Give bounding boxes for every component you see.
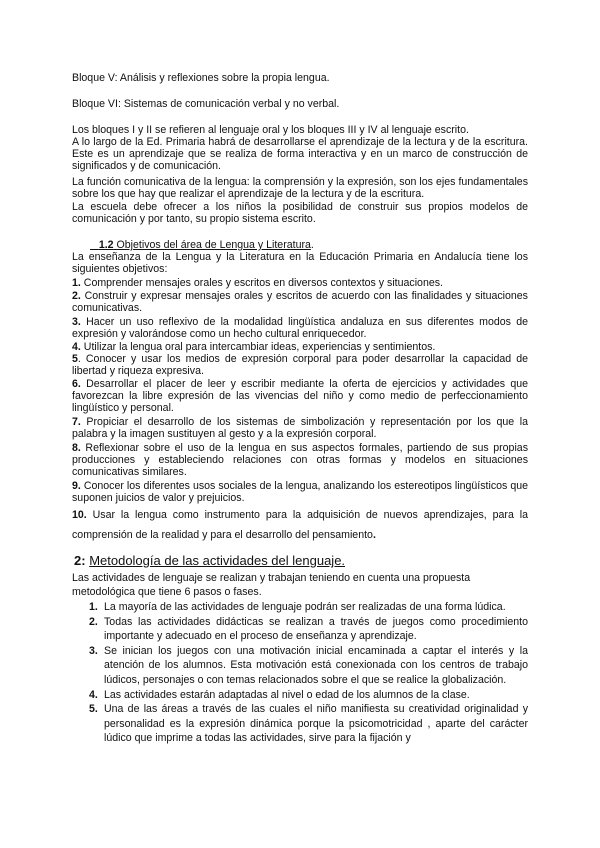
intro-paragraph-4: La escuela debe ofrecer a los niños la posibilidad de construir sus propios modelos de comunicación y por tanto, su propio sistema escrito.	[72, 201, 528, 226]
methodology-step: 4. Las actividades estarán adaptadas al nivel o edad de los alumnos de la clase.	[89, 688, 470, 701]
intro-paragraph-2: A lo largo de la Ed. Primaria habrá de desarrollarse el aprendizaje de la lectura y de la escritura. Este es un aprendizaje que se realiza de forma interactiva y en un marco de construcción de significados y de comunicación.	[72, 136, 528, 173]
methodology-step: 1. La mayoría de las actividades de lenguaje podrán ser realizadas de una forma lúdica.	[89, 601, 506, 613]
objective-item: 6. Desarrollar el placer de leer y escribir mediante la oferta de ejercicios y actividades que favorezcan la libre expresión de las vivencias del niño y como medio de perfeccionamiento lingüístico y personal.	[72, 378, 528, 415]
objective-item: 7. Propiciar el desarrollo de los sistemas de simbolización y representación por los que la palabra y la imagen sustituyen al gesto y a la expresión corporal.	[72, 416, 528, 441]
objective-item: 9. Conocer los diferentes usos sociales de la lengua, analizando los estereotipos lingüísticos que suponen juicios de valor y prejuicios.	[72, 480, 528, 505]
methodology-step: 2. Todas las actividades didácticas se realizan a través de juegos como procedimiento importante y adecuado en el proceso de enseñanza y aprendizaje.	[89, 615, 528, 643]
block-v-line: Bloque V: Análisis y reflexiones sobre la propia lengua.	[72, 72, 330, 84]
section-1-2-heading: 1.2 Objetivos del área de Lengua y Literatura.	[98, 239, 314, 251]
objective-item: 3. Hacer un uso reflexivo de la modalidad lingüística andaluza en sus diferentes modos de expresión y valorándose como un hecho cultural enriquecedor.	[72, 316, 528, 341]
section-2-intro: Las actividades de lenguaje se realizan y trabajan teniendo en cuenta una propuesta metodológica que tiene 6 pasos o fases.	[72, 572, 471, 598]
section-2-heading	[74, 554, 345, 567]
methodology-step: 3. Se inician los juegos con una motivación inicial encaminada a captar el interés y la atención de los alumnos. Esta motivación está conexionada con los centros de trabajo lúdicos, personajes o con temas relacionados sobre el que se realice la globalización.	[89, 644, 528, 686]
objective-item: 10. Usar la lengua como instrumento para la adquisición de nuevos aprendizajes, para la comprensión de la realidad y para el desarrollo del pensamiento.	[72, 509, 528, 541]
methodology-steps-list	[72, 600, 528, 746]
section-2-title: Metodología de las actividades del lenguaje.	[89, 553, 346, 568]
objective-item: 1. Comprender mensajes orales y escritos en diversos contextos y situaciones.	[72, 277, 443, 289]
methodology-step: 5. Una de las áreas a través de las cuales el niño manifiesta su creatividad originalidad y personalidad es la expresión dinámica porque la psicomotricidad , aparte del carácter lúdico que imprime a todas las actividades, sirve para la fijación y	[89, 703, 528, 745]
objective-item: 2. Construir y expresar mensajes orales y escritos de acuerdo con las finalidades y situaciones comunicativas.	[72, 290, 528, 315]
intro-paragraph-1: Los bloques I y II se refieren al lenguaje oral y los bloques III y IV al lenguaje escrito.	[72, 124, 469, 136]
objective-item: 4. Utilizar la lengua oral para intercambiar ideas, experiencias y sentimientos.	[72, 341, 436, 353]
block-vi-line: Bloque VI: Sistemas de comunicación verbal y no verbal.	[72, 98, 340, 110]
section-1-2-intro: La enseñanza de la Lengua y la Literatura en la Educación Primaria en Andalucía tiene los siguientes objetivos:	[72, 251, 528, 276]
objective-item: 8. Reflexionar sobre el uso de la lengua en sus aspectos formales, partiendo de sus propias producciones y estableciendo relaciones con otras formas y modelos en situaciones comunicativas similares.	[72, 442, 528, 479]
section-1-2-title: Objetivos del área de Lengua y Literatura	[116, 239, 311, 251]
intro-paragraph-3: La función comunicativa de la lengua: la comprensión y la expresión, son los ejes fundamentales sobre los que hay que realizar el aprendizaje de la lectura y de la escritura.	[72, 176, 528, 201]
section-2-number: 2:	[74, 553, 86, 568]
objective-item: 5. Conocer y usar los medios de expresión corporal para poder desarrollar la capacidad de libertad y riqueza expresiva.	[72, 353, 528, 378]
section-1-2-number: 1.2	[98, 239, 114, 251]
